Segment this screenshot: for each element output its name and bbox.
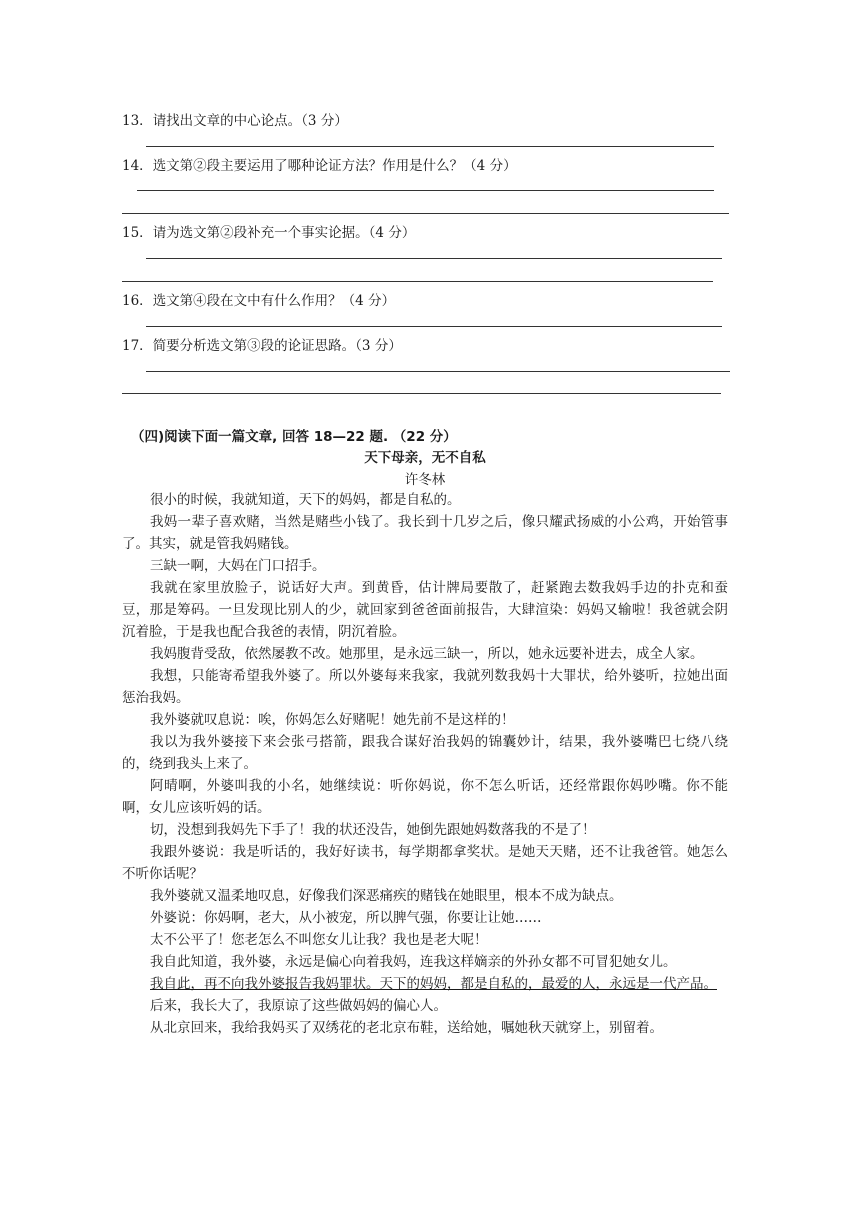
question-16 bbox=[122, 289, 395, 309]
question-number: 13． bbox=[122, 113, 153, 129]
answer-line[interactable] bbox=[122, 393, 721, 394]
paragraph: 我妈腹背受敌，依然屡教不改。她那里，是永远三缺一，所以，她永远要补进去，成全人家。 bbox=[150, 646, 704, 662]
paragraph: 切，没想到我妈先下手了！我的状还没告，她倒先跟她妈数落我的不是了！ bbox=[150, 822, 596, 838]
article-body bbox=[122, 489, 728, 1039]
section-heading: （四)阅读下面一篇文章, 回答 18—22 题. （22 分） bbox=[131, 429, 457, 445]
answer-line[interactable] bbox=[146, 146, 714, 147]
paragraph: 三缺一啊，大妈在门口招手。 bbox=[150, 558, 326, 574]
underlined-paragraph: 我自此，再不向我外婆报告我妈罪状。天下的妈妈，都是自私的，最爱的人，永远是一代产品。 bbox=[150, 976, 717, 992]
question-14 bbox=[122, 154, 517, 174]
article-author: 许冬林 bbox=[404, 472, 446, 488]
paragraph: 我妈一辈子喜欢赌，当然是赌些小钱了。我长到十几岁之后，像只耀武扬威的小公鸡，开始管事了。其实，就是管我妈赌钱。 bbox=[122, 514, 728, 552]
question-text: 请为选文第②段补充一个事实论据。（4 分） bbox=[152, 225, 416, 241]
question-15 bbox=[122, 221, 415, 241]
question-number: 15． bbox=[122, 225, 153, 241]
answer-line[interactable] bbox=[122, 281, 713, 282]
paragraph: 后来，我长大了，我原谅了这些做妈妈的偏心人。 bbox=[150, 998, 447, 1014]
question-number: 14． bbox=[122, 158, 153, 174]
paragraph: 太不公平了！您老怎么不叫您女儿让我？我也是老大呢！ bbox=[150, 932, 488, 948]
paragraph: 我外婆就叹息说：唉，你妈怎么好赌呢！她先前不是这样的！ bbox=[150, 712, 515, 728]
paragraph: 阿晴啊，外婆叫我的小名，她继续说：听你妈说，你不怎么听话，还经常跟你妈吵嘴。你不能啊，女儿应该听妈的话。 bbox=[122, 778, 728, 816]
paragraph: 我就在家里放脸子，说话好大声。到黄昏，估计牌局要散了，赶紧跑去数我妈手边的扑克和蚕豆，那是筹码。一旦发现比别人的少，就回家到爸爸面前报告，大肆渲染：妈妈又输啦！我爸就会阴沉着脸，于是我也配合我爸的表情，阴沉着脸。 bbox=[122, 580, 728, 640]
question-text: 选文第④段在文中有什么作用？（4 分） bbox=[152, 293, 396, 309]
paragraph: 很小的时候，我就知道，天下的妈妈，都是自私的。 bbox=[150, 492, 461, 508]
question-text: 简要分析选文第③段的论证思路。（3 分） bbox=[152, 338, 402, 354]
paragraph: 我想，只能寄希望我外婆了。所以外婆每来我家，我就列数我妈十大罪状，给外婆听，拉她出面惩治我妈。 bbox=[122, 668, 728, 706]
paragraph: 我自此知道，我外婆，永远是偏心向着我妈，连我这样嫡亲的外孙女都不可冒犯她女儿。 bbox=[150, 954, 677, 970]
answer-line[interactable] bbox=[146, 371, 730, 372]
paragraph: 我跟外婆说：我是听话的，我好好读书，每学期都拿奖状。是她天天赌，还不让我爸管。她怎么不听你话呢？ bbox=[122, 844, 728, 882]
answer-line[interactable] bbox=[146, 326, 722, 327]
question-17 bbox=[122, 334, 402, 354]
paragraph: 我以为我外婆接下来会张弓搭箭，跟我合谋好治我妈的锦囊妙计，结果，我外婆嘴巴七绕八绕的，绕到我头上来了。 bbox=[122, 734, 728, 772]
question-number: 16． bbox=[122, 293, 153, 309]
question-13 bbox=[122, 109, 348, 129]
paragraph: 外婆说：你妈啊，老大，从小被宠，所以脾气强，你要让让她…… bbox=[150, 910, 542, 926]
answer-line[interactable] bbox=[122, 213, 729, 214]
question-number: 17． bbox=[122, 338, 153, 354]
question-text: 请找出文章的中心论点。（3 分） bbox=[152, 113, 348, 129]
paragraph: 从北京回来，我给我妈买了双绣花的老北京布鞋，送给她，嘱她秋天就穿上，别留着。 bbox=[150, 1020, 663, 1036]
article-title: 天下母亲，无不自私 bbox=[364, 450, 486, 466]
paragraph: 我外婆就又温柔地叹息，好像我们深恶痛疾的赌钱在她眼里，根本不成为缺点。 bbox=[150, 888, 623, 904]
answer-line[interactable] bbox=[137, 190, 714, 191]
question-text: 选文第②段主要运用了哪种论证方法？作用是什么？（4 分） bbox=[152, 158, 517, 174]
answer-line[interactable] bbox=[146, 258, 722, 259]
